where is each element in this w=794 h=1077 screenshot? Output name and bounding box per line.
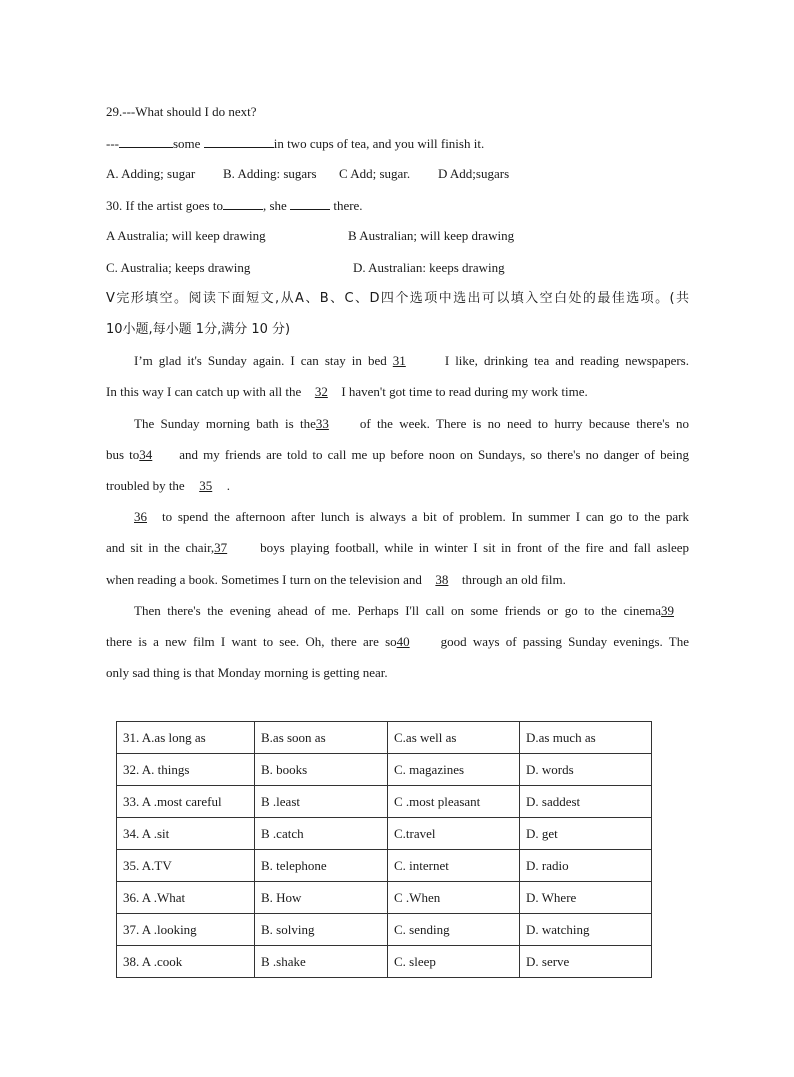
blank-33: 33 bbox=[315, 416, 329, 431]
q30-option-d: D. Australian: keeps drawing bbox=[353, 260, 505, 275]
option-cell: D. saddest bbox=[520, 786, 652, 818]
option-cell: B .least bbox=[255, 786, 388, 818]
table-row bbox=[117, 914, 652, 946]
option-cell: 32. A. things bbox=[117, 754, 255, 786]
q29-blank-1 bbox=[119, 135, 173, 148]
option-cell: B. telephone bbox=[255, 850, 388, 882]
q29-stem: 29.---What should I do next? bbox=[106, 104, 257, 119]
q30-option-b: B Australian; will keep drawing bbox=[348, 228, 515, 243]
option-cell: 31. A.as long as bbox=[117, 722, 255, 754]
option-cell: D. watching bbox=[520, 914, 652, 946]
q29-option-b: B. Adding: sugars bbox=[223, 166, 317, 181]
option-cell: 37. A .looking bbox=[117, 914, 255, 946]
q29-option-d: D Add;sugars bbox=[438, 166, 510, 181]
option-cell: B. solving bbox=[255, 914, 388, 946]
option-cell: C .When bbox=[388, 882, 520, 914]
q29-end: in two cups of tea, and you will finish it. bbox=[273, 136, 485, 151]
q30-option-a: A Australia; will keep drawing bbox=[106, 228, 266, 243]
q30-stem-c: there. bbox=[330, 198, 363, 213]
passage-line: only sad thing is that Monday morning is getting near. bbox=[106, 665, 388, 680]
option-cell: C. internet bbox=[388, 850, 520, 882]
passage-line: The Sunday morning bath is the33 of the week. There is no need to hurry because there's no bbox=[134, 416, 690, 431]
option-cell: D. serve bbox=[520, 946, 652, 978]
q29-option-a: A. Adding; sugar bbox=[106, 166, 196, 181]
q29-line2 bbox=[106, 135, 484, 152]
option-cell: C.travel bbox=[388, 818, 520, 850]
q30-blank-2 bbox=[290, 197, 330, 210]
table-row bbox=[117, 754, 652, 786]
table-row bbox=[117, 946, 652, 978]
option-cell: 33. A .most careful bbox=[117, 786, 255, 818]
passage-line: and sit in the chair,37 boys playing football, while in winter I sit in front of the fire and fall asleep bbox=[106, 540, 689, 555]
option-cell: B. books bbox=[255, 754, 388, 786]
option-cell: C. magazines bbox=[388, 754, 520, 786]
option-cell: D. radio bbox=[520, 850, 652, 882]
section-heading: V完形填空。阅读下面短文,从A、B、C、D四个选项中选出可以填入空白处的最佳选项。(共 bbox=[106, 291, 689, 306]
q30-stem-b: , she bbox=[262, 198, 291, 213]
option-cell: B. How bbox=[255, 882, 388, 914]
options-table bbox=[116, 721, 652, 978]
q30-stem-a: 30. If the artist goes to bbox=[106, 198, 223, 213]
blank-31: 31 bbox=[392, 353, 406, 368]
q30-blank-1 bbox=[223, 197, 263, 210]
blank-37: 37 bbox=[214, 540, 228, 555]
blank-32: 32 bbox=[314, 384, 328, 399]
passage-line: when reading a book. Sometimes I turn on the television and 38 through an old film. bbox=[106, 572, 566, 587]
q29-mid: some bbox=[173, 136, 204, 151]
passage-line: In this way I can catch up with all the 32 I haven't got time to read during my work time. bbox=[106, 384, 588, 399]
option-cell: B .shake bbox=[255, 946, 388, 978]
option-cell: C.as well as bbox=[388, 722, 520, 754]
option-cell: D.as much as bbox=[520, 722, 652, 754]
passage-line: 36 to spend the afternoon after lunch is always a bit of problem. In summer I can go to the park bbox=[134, 509, 689, 524]
table-row bbox=[117, 818, 652, 850]
table-row bbox=[117, 850, 652, 882]
table-row bbox=[117, 786, 652, 818]
passage-line: troubled by the 35 . bbox=[106, 478, 230, 493]
q29-option-c: C Add; sugar. bbox=[339, 166, 411, 181]
option-cell: 35. A.TV bbox=[117, 850, 255, 882]
option-cell: C .most pleasant bbox=[388, 786, 520, 818]
passage-line: I’m glad it's Sunday again. I can stay in bed 31 I like, drinking tea and reading newspapers. bbox=[134, 353, 689, 368]
passage-line: bus to34 and my friends are told to call me up before noon on Sundays, so there's no danger of being bbox=[106, 447, 689, 462]
blank-38: 38 bbox=[435, 572, 449, 587]
passage-line: there is a new film I want to see. Oh, there are so40 good ways of passing Sunday evenings. The bbox=[106, 634, 689, 649]
blank-40: 40 bbox=[396, 634, 410, 649]
option-cell: 34. A .sit bbox=[117, 818, 255, 850]
option-cell: 36. A .What bbox=[117, 882, 255, 914]
option-cell: B.as soon as bbox=[255, 722, 388, 754]
q30-stem bbox=[106, 197, 363, 214]
blank-34: 34 bbox=[139, 447, 153, 462]
blank-35: 35 bbox=[199, 478, 213, 493]
q29-dash: --- bbox=[106, 136, 119, 151]
option-cell: C. sending bbox=[388, 914, 520, 946]
blank-36: 36 bbox=[134, 509, 147, 524]
section-heading-cont: 10小题,每小题 1分,满分 10 分) bbox=[106, 322, 291, 337]
table-row bbox=[117, 882, 652, 914]
option-cell: 38. A .cook bbox=[117, 946, 255, 978]
blank-39: 39 bbox=[661, 603, 674, 618]
option-cell: D. get bbox=[520, 818, 652, 850]
q29-blank-2 bbox=[204, 135, 274, 148]
passage-line: Then there's the evening ahead of me. Perhaps I'll call on some friends or go to the cinema39 bbox=[106, 603, 689, 619]
table-row bbox=[117, 722, 652, 754]
option-cell: B .catch bbox=[255, 818, 388, 850]
option-cell: D. words bbox=[520, 754, 652, 786]
q30-option-c: C. Australia; keeps drawing bbox=[106, 260, 251, 275]
option-cell: C. sleep bbox=[388, 946, 520, 978]
option-cell: D. Where bbox=[520, 882, 652, 914]
